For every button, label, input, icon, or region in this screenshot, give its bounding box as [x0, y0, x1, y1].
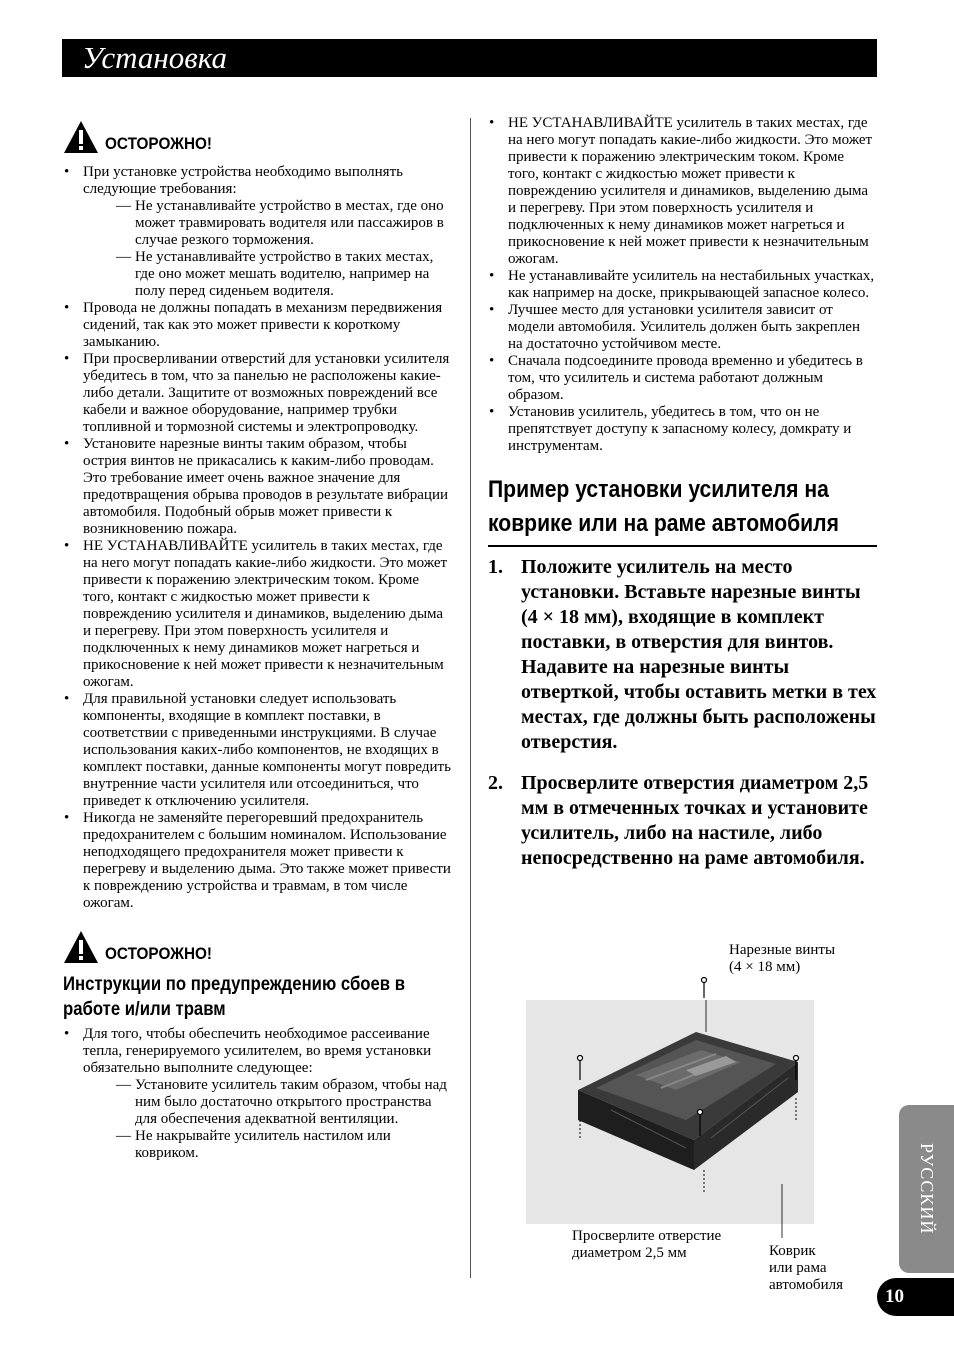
- step-text: Просверлите отверстия диаметром 2,5 мм в отмеченных точках и установите усилитель, либо на настиле, либо непосредственно на раме автомобиля.: [521, 772, 869, 869]
- language-tab: [899, 1105, 954, 1273]
- amplifier-illustration: [526, 970, 826, 1240]
- figure-label-drill: Просверлите отверстие диаметром 2,5 мм: [572, 1228, 722, 1261]
- list-item: • Сначала подсоедините провода временно и убедитесь в том, что усилитель и система работают должным образом.: [488, 353, 878, 404]
- list-item: • Никогда не заменяйте перегоревший предохранитель предохранителем с большим номиналом. Использование неподходящего предохранителя может привести к перегреву и выделению дыма. Это также может привести к повреждению устройства и травмам, в том числе ожогам.: [63, 810, 453, 912]
- list-item: • Установите нарезные винты таким образом, чтобы острия винтов не прикасались к каким-либо проводам. Это требование имеет очень важное значение для предотвращения обрыва проводов в результате вибрации автомобиля. Подобный обрыв может привести к возникновению пожара.: [63, 436, 453, 538]
- section-title: Пример установки усилителя на коврике или на раме автомобиля: [488, 476, 839, 537]
- warning-icon: [63, 120, 99, 154]
- subheading: Инструкции по предупреждению сбоев в работе и/или травм: [63, 974, 406, 1020]
- instruction-list: [63, 1026, 453, 1162]
- step-number: 1.: [488, 556, 503, 578]
- list-item: • При просверливании отверстий для установки усилителя убедитесь в том, что за панелью не расположены какие-либо детали. Защитите от возможных повреждений все кабели и важное оборудование, например трубки топливной и тормозной системы и электропроводку.: [63, 351, 453, 436]
- caution-heading: [63, 930, 453, 964]
- caution-list-continued: [488, 115, 878, 455]
- page-title: Установка: [82, 40, 227, 75]
- right-column: [488, 115, 878, 871]
- list-item: • При установке устройства необходимо выполнять следующие требования: — Не устанавливайте устройство в местах, где оно может травмировать водителя или пассажиров в случае резкого торможения. — Не устанавливайте устройство в таких местах, где оно может мешать водителю, например на полу перед сиденьем водителя.: [63, 164, 453, 300]
- dash-item: — Не устанавливайте устройство в таких местах, где оно может мешать водителю, например на полу перед сиденьем водителя.: [116, 249, 434, 299]
- step-number: 2.: [488, 772, 503, 794]
- header-bar: [62, 39, 877, 77]
- list-item: • Установив усилитель, убедитесь в том, что он не препятствует доступу к запасному колесу, домкрату и инструментам.: [488, 404, 878, 455]
- step-1: [488, 555, 878, 755]
- dash-item: — Не накрывайте усилитель настилом или ковриком.: [116, 1128, 391, 1161]
- dash-item: — Не устанавливайте устройство в местах, где оно может травмировать водителя или пассажиров в случае резкого торможения.: [116, 198, 444, 248]
- left-column: [63, 120, 453, 1162]
- page-number: 10: [877, 1278, 954, 1316]
- caution-label: ОСТОРОЖНО!: [105, 134, 213, 153]
- dash-item: — Установите усилитель таким образом, чтобы над ним было достаточно открытого пространства для обеспечения адекватной вентиляции.: [116, 1077, 447, 1127]
- figure-label-screws: Нарезные винты (4 × 18 мм): [729, 942, 836, 975]
- figure-label-mat: Коврик или рама автомобиля: [769, 1243, 843, 1293]
- column-divider: [470, 118, 471, 1278]
- list-item: • Не устанавливайте усилитель на нестабильных участках, как например на доске, прикрывающей запасное колесо.: [488, 268, 878, 302]
- list-item: • НЕ УСТАНАВЛИВАЙТЕ усилитель в таких местах, где на него могут попадать какие-либо жидкости. Это может привести к поражению электрическим током. Кроме того, контакт с жидкостью может привести к повреждению усилителя и динамиков, выделению дыма и перегреву. При этом поверхность усилителя и подключенных к нему динамиков может нагреться и прикосновение к ней может привести к незначительным ожогам.: [63, 538, 453, 691]
- caution-label: ОСТОРОЖНО!: [105, 944, 213, 963]
- list-item: • Для правильной установки следует использовать компоненты, входящие в комплект поставки, в соответствии с приведенными инструкциями. В случае использования каких-либо компонентов, не входящих в комплект поставки, данные компоненты могут повредить внутренние части усилителя или отсоединиться, что приведет к отключению усилителя.: [63, 691, 453, 810]
- caution-heading: [63, 120, 453, 154]
- step-text: Положите усилитель на место установки. Вставьте нарезные винты (4 × 18 мм), входящие в комплект поставки, в отверстия для винтов. Надавите на нарезные винты отверткой, чтобы оставить метки в тех местах, где должны быть расположены отверстия.: [521, 556, 877, 753]
- list-item: • Провода не должны попадать в механизм передвижения сидений, так как это может привести к короткому замыканию.: [63, 300, 453, 351]
- section-rule: [488, 545, 877, 547]
- caution-list: [63, 164, 453, 912]
- list-item: • Лучшее место для установки усилителя зависит от модели автомобиля. Усилитель должен быть закреплен на достаточно устойчивом месте.: [488, 302, 878, 353]
- step-2: [488, 771, 878, 871]
- list-item: • Для того, чтобы обеспечить необходимое рассеивание тепла, генерируемого усилителем, во время установки обязательно выполните следующее: — Установите усилитель таким образом, чтобы над ним было достаточно открытого пространства для обеспечения адекватной вентиляции. — Не накрывайте усилитель настилом или ковриком.: [63, 1026, 453, 1162]
- language-label: РУССКИЙ: [917, 1143, 937, 1235]
- list-item: • НЕ УСТАНАВЛИВАЙТЕ усилитель в таких местах, где на него могут попадать какие-либо жидкости. Это может привести к поражению электрическим током. Кроме того, контакт с жидкостью может привести к повреждению усилителя и динамиков, выделению дыма и перегреву. При этом поверхность усилителя и подключенных к нему динамиков может нагреться и прикосновение к ней может привести к незначительным ожогам.: [488, 115, 878, 268]
- warning-icon: [63, 930, 99, 964]
